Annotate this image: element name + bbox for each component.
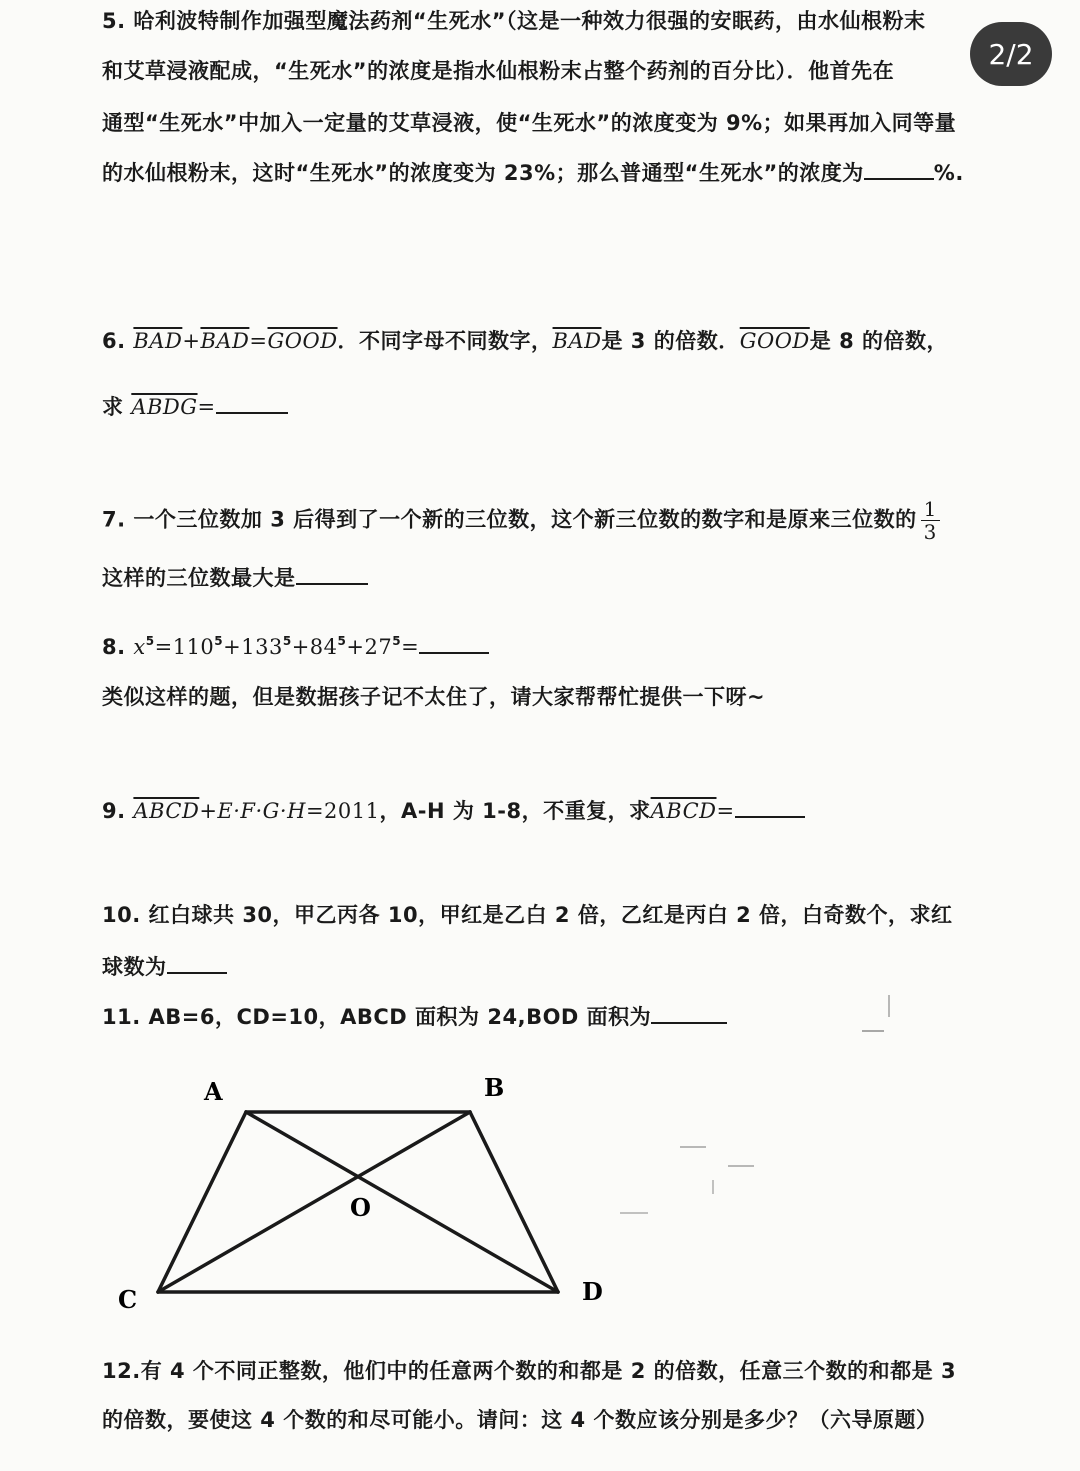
- vertex-label-c: C: [118, 1285, 138, 1314]
- q8-exp-3: 5: [337, 634, 347, 648]
- q12-line-2: 的倍数，要使这 4 个数的和尽可能小。请问：这 4 个数应该分别是多少？（六导原题）: [102, 1408, 938, 1432]
- q7-line-1-text: 7. 一个三位数加 3 后得到了一个新的三位数，这个新三位数的数字和是原来三位数的: [102, 507, 917, 532]
- q6-text-3: 是 8 的倍数，: [809, 329, 948, 353]
- q8-term-3: +84: [291, 635, 338, 659]
- stray-mark-4: [728, 1165, 754, 1167]
- q6-equals: =: [249, 329, 268, 353]
- q7-fraction-denominator: 3: [923, 520, 937, 544]
- q9-ask-abcd: ABCD: [650, 799, 717, 823]
- q6-plus: +: [182, 329, 201, 353]
- q9-ask-equals: =: [716, 799, 735, 823]
- q7-fraction: [921, 498, 940, 543]
- stray-mark-6: [620, 1212, 648, 1214]
- q5-line-4-text: 的水仙根粉末，这时“生死水”的浓度变为 23%；那么普通型“生死水”的浓度为: [102, 161, 864, 185]
- diagonal-ad: [246, 1112, 558, 1292]
- q8-exp-x: 5: [145, 634, 155, 648]
- diagonal-bc: [158, 1112, 470, 1292]
- vertex-label-a: A: [204, 1077, 223, 1106]
- q9-answer-blank[interactable]: [735, 796, 805, 818]
- q6-text-2: 是 3 的倍数．: [601, 329, 740, 353]
- q9-expression: +E·F·G·H: [199, 799, 306, 823]
- q10-line-2-text: 球数为: [102, 955, 167, 979]
- intersection-label-o: O: [350, 1193, 371, 1222]
- q5-unit: %.: [933, 161, 964, 185]
- q6-answer-blank[interactable]: [216, 392, 288, 414]
- q10-line-2: [102, 952, 227, 982]
- q6-good: GOOD: [267, 329, 338, 353]
- q9-line-1: [102, 796, 805, 826]
- q8-exp-1: 5: [214, 634, 224, 648]
- q12-line-1: 12.有 4 个不同正整数，他们中的任意两个数的和都是 2 的倍数，任意三个数的和都是 3: [102, 1359, 957, 1383]
- q6-text-1: ．不同字母不同数字，: [337, 329, 553, 353]
- q8-note: 类似这样的题，但是数据孩子记不太住了，请大家帮帮忙提供一下呀~: [102, 685, 766, 709]
- q5-line-3: 通型“生死水”中加入一定量的艾草浸液，使“生死水”的浓度变为 9%；如果再加入同等量: [102, 111, 957, 135]
- q6-number: 6.: [102, 329, 126, 353]
- stray-mark-3: [680, 1146, 706, 1148]
- q8-exp-4: 5: [392, 634, 402, 648]
- q5-line-4: [102, 158, 964, 188]
- q6-bad-3: $\overline{BAD}$: [552, 329, 602, 353]
- q8-exp-2: 5: [282, 634, 292, 648]
- q6-abdg: ABDG: [131, 395, 198, 419]
- q6-bad-2: $\overline{BAD}$: [200, 329, 250, 353]
- q5-answer-blank[interactable]: [864, 158, 934, 180]
- page-indicator-badge[interactable]: 2/2: [970, 22, 1052, 86]
- q7-fraction-numerator: 1: [921, 498, 940, 521]
- q5-line-2: 和艾草浸液配成，“生死水”的浓度是指水仙根粉末占整个药剂的百分比）．他首先在: [102, 59, 895, 83]
- q7-answer-blank[interactable]: [296, 563, 368, 585]
- q11-answer-blank[interactable]: [651, 1002, 727, 1024]
- q8-answer-blank[interactable]: [419, 632, 489, 654]
- q8-equals: =: [401, 635, 420, 659]
- q7-line-1: [102, 498, 940, 543]
- q5-line-1: 5. 哈利波特制作加强型魔法药剂“生死水”（这是一种效力很强的安眠药，由水仙根粉末: [102, 9, 926, 33]
- q10-line-1: 10. 红白球共 30，甲乙丙各 10，甲红是乙白 2 倍，乙红是丙白 2 倍，白奇数个，求红: [102, 903, 953, 927]
- vertex-label-d: D: [582, 1277, 603, 1306]
- q6-bad-1: $\overline{BAD}$: [133, 329, 183, 353]
- q6-ask: 求: [102, 395, 124, 419]
- q6-ask-equals: =: [197, 395, 216, 419]
- q9-abcd: ABCD: [133, 799, 200, 823]
- q8-term-4: +27: [346, 635, 393, 659]
- q10-answer-blank[interactable]: [167, 952, 227, 974]
- q8-number: 8.: [102, 635, 126, 659]
- stray-mark-5: [712, 1180, 714, 1194]
- q8-x: x: [133, 635, 146, 659]
- q8-term-1: =110: [154, 635, 215, 659]
- q8-term-2: +133: [223, 635, 283, 659]
- q6-line-2: [102, 392, 288, 422]
- q11-line-1-text: 11. AB=6，CD=10，ABCD 面积为 24,BOD 面积为: [102, 1005, 652, 1029]
- q8-line-1: [102, 626, 489, 662]
- trapezoid-diagram: [100, 1060, 620, 1320]
- vertex-label-b: B: [484, 1073, 505, 1102]
- q9-number: 9.: [102, 799, 126, 823]
- stray-mark-2: [888, 995, 890, 1017]
- q9-equals: =2011: [305, 799, 380, 823]
- q11-line-1: [102, 1002, 727, 1032]
- stray-mark-1: [862, 1030, 884, 1032]
- q9-text: ，A-H 为 1-8，不重复，求: [379, 799, 651, 823]
- q7-line-2: [102, 563, 368, 593]
- q6-good-2: GOOD: [739, 329, 810, 353]
- q6-line-1: [102, 326, 948, 356]
- q7-line-2-text: 这样的三位数最大是: [102, 566, 296, 590]
